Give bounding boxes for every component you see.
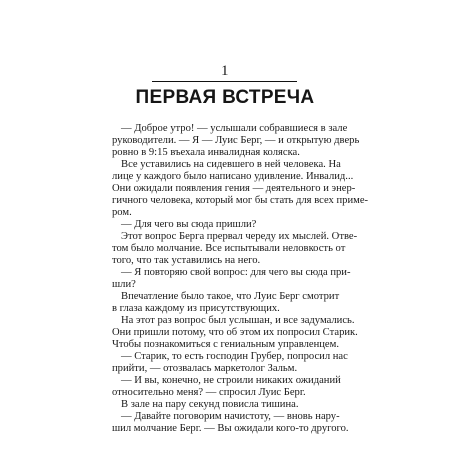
paragraph xyxy=(112,375,341,399)
paragraph xyxy=(112,159,369,219)
text-line: шли? xyxy=(112,279,136,290)
text-line: — Давайте поговорим начистоту, — вновь нару- xyxy=(121,411,340,422)
text-line: гичного человека, который мог бы стать для всех приме- xyxy=(112,195,369,206)
text-line: относительно меня? — спросил Луис Берг. xyxy=(112,387,306,398)
text-line: — Старик, то есть господин Грубер, попросил нас xyxy=(121,351,348,362)
chapter-title: ПЕРВАЯ ВСТРЕЧА xyxy=(135,87,315,108)
text-line: лице у каждого было написано удивление. Инвалид... xyxy=(112,171,354,182)
text-line: того, что так уставились на него. xyxy=(112,255,261,266)
text-line: Чтобы познакомиться с гениальным управленцем. xyxy=(112,339,339,350)
paragraph xyxy=(112,351,348,375)
text-line: Все уставились на сидевшего в ней человека. На xyxy=(121,159,341,170)
text-line: ровно в 9:15 въехала инвалидная коляска. xyxy=(112,147,300,158)
text-line: — Для чего вы сюда пришли? xyxy=(121,219,257,230)
text-line: — Я повторяю свой вопрос: для чего вы сюда при- xyxy=(121,267,351,278)
text-line: шил молчание Берг. — Вы ожидали кого-то другого. xyxy=(112,423,349,434)
paragraph xyxy=(112,315,358,351)
paragraph xyxy=(112,219,337,231)
text-line: Они пришли потому, что об этом их попросил Старик. xyxy=(112,327,358,338)
paragraph xyxy=(112,399,337,411)
text-line: Этот вопрос Берга прервал череду их мыслей. Отве- xyxy=(121,231,358,242)
text-line: ром. xyxy=(112,207,132,218)
chapter-number: 1 xyxy=(221,63,229,79)
text-line: в глаза каждому из присутствующих. xyxy=(112,303,280,314)
text-line: прийти, — отозвалась маркетолог Зальм. xyxy=(112,363,298,374)
paragraph xyxy=(112,267,351,291)
chapter-rule-divider xyxy=(152,81,297,82)
body-text xyxy=(112,123,369,435)
paragraph xyxy=(112,123,360,159)
paragraph xyxy=(112,291,340,315)
text-line: руководители. — Я — Луис Берг, — и открытую дверь xyxy=(112,135,360,146)
paragraph xyxy=(112,411,349,435)
text-line: том было молчание. Все испытывали неловкость от xyxy=(112,243,346,254)
text-line: В зале на пару секунд повисла тишина. xyxy=(121,399,299,410)
text-line: — И вы, конечно, не строили никаких ожиданий xyxy=(121,375,341,386)
text-line: — Доброе утро! — услышали собравшиеся в зале xyxy=(121,123,348,134)
text-line: Они ожидали появления гения — деятельного и энер- xyxy=(112,183,356,194)
text-line: На этот раз вопрос был услышан, и все задумались. xyxy=(121,315,355,326)
text-line: Впечатление было такое, что Луис Берг смотрит xyxy=(121,291,340,302)
paragraph xyxy=(112,231,358,267)
